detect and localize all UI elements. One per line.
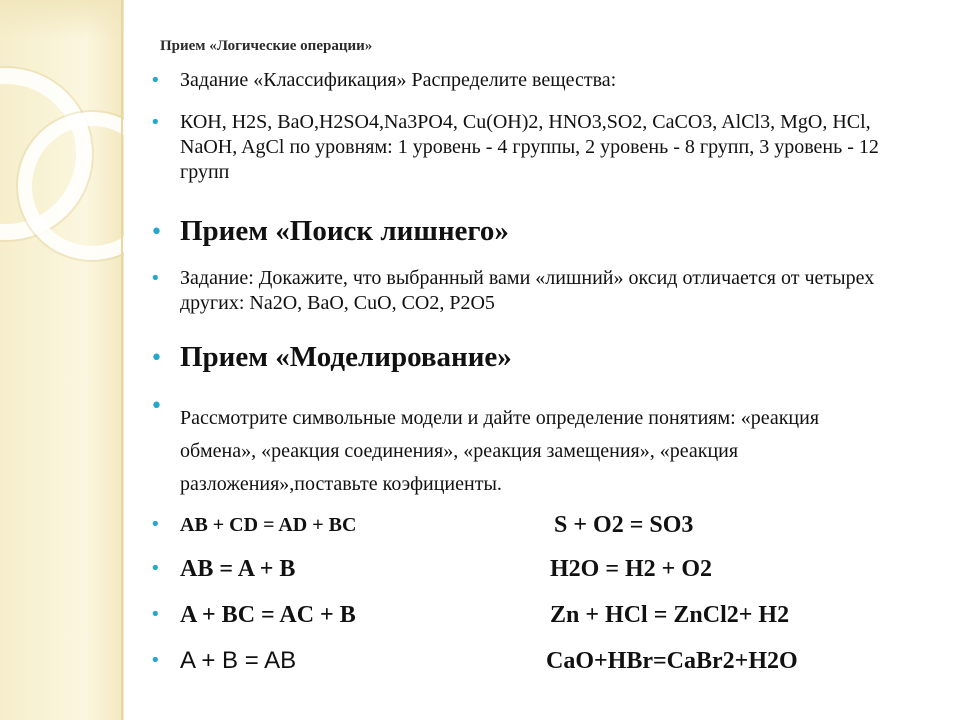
formula-example: S + O2 = SO3 [554, 512, 694, 538]
bullet-icon: • [150, 394, 163, 419]
bullet-icon: • [150, 604, 161, 625]
formula-example: CaO+HBr=CaBr2+H2O [546, 648, 798, 674]
task1-text: Задание «Классификация» Распределите вещества: [180, 69, 617, 91]
formula-example: Zn + HCl = ZnCl2+ H2 [550, 602, 790, 628]
bullet-icon: • [150, 112, 161, 133]
formula-model: AB + CD = AD + BC [180, 514, 357, 536]
slide-title: Прием «Логические операции» [160, 38, 373, 54]
task1-list-text: КОН, H2S, BaO,H2SO4,Na3PO4, Cu(OH)2, HNO3,SO2, CaCO3, AlCl3, MgO, HCl, NaOH, AgCl по уровням: 1 уровень - 4 группы, 2 уровень - 8 групп, 3 уровень - 12 групп [180, 111, 879, 183]
bullet-icon: • [150, 650, 161, 671]
formula-row [150, 600, 910, 632]
bullet-icon: • [150, 268, 161, 289]
task2-text: Задание: Докажите, что выбранный вами «лишний» оксид отличается от четырех других: Na2O, BaO, CuO, CO2, P2O5 [180, 267, 875, 314]
heading-modeling: Прием «Моделирование» [180, 341, 512, 373]
heading-odd-one-out: Прием «Поиск лишнего» [180, 215, 509, 247]
decorative-sidebar [0, 0, 124, 720]
bullet-icon: • [150, 558, 161, 579]
sidebar-shade [0, 0, 124, 40]
bullet-icon: • [150, 70, 161, 91]
bullet-icon: • [150, 220, 163, 245]
formula-model: AB = A + B [180, 556, 296, 582]
bullet-icon: • [150, 514, 161, 535]
formula-model: A + B = AB [180, 647, 297, 674]
formula-model: A + BC = AC + B [180, 602, 356, 628]
formula-example: H2O = H2 + O2 [550, 556, 713, 582]
formula-row [150, 554, 910, 586]
task3-text: Рассмотрите символьные модели и дайте определение понятиям: «реакция обмена», «реакция соединения», «реакция замещения», «реакция разложения»,поставьте коэфициенты. [180, 407, 820, 495]
sidebar-divider [121, 0, 123, 720]
bullet-icon: • [150, 346, 163, 371]
formula-row [150, 510, 910, 542]
formula-row [150, 646, 910, 678]
